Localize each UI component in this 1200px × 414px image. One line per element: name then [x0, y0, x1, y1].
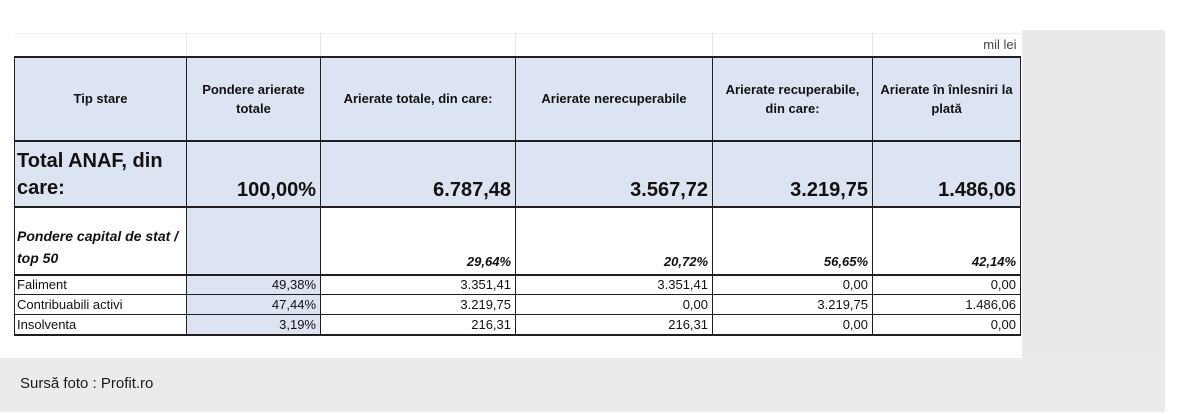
column-header: Arierate recuperabile, din care: — [713, 57, 873, 141]
table-cell: 3.351,41 — [516, 275, 713, 295]
table-cell: 47,44% — [187, 295, 321, 315]
table-cell — [187, 207, 321, 275]
table-cell: 56,65% — [713, 207, 873, 275]
column-header: Pondere arierate totale — [187, 57, 321, 141]
table-cell: 0,00 — [873, 315, 1021, 335]
table-cell: 100,00% — [187, 141, 321, 207]
table-cell: 3.567,72 — [516, 141, 713, 207]
table-cell: 29,64% — [321, 207, 516, 275]
table-row — [15, 295, 1021, 315]
table-cell: 3.219,75 — [321, 295, 516, 315]
table-cell: 3.351,41 — [321, 275, 516, 295]
table-header-row — [15, 57, 1021, 141]
table-cell: 1.486,06 — [873, 141, 1021, 207]
row-label: Contribuabili activi — [15, 295, 187, 315]
table-cell: 0,00 — [873, 275, 1021, 295]
table-row — [15, 275, 1021, 295]
table-cell: 42,14% — [873, 207, 1021, 275]
table-cell: 3,19% — [187, 315, 321, 335]
unit-label: mil lei — [873, 34, 1021, 57]
table-cell: 0,00 — [713, 275, 873, 295]
row-label: Faliment — [15, 275, 187, 295]
table-cell: 3.219,75 — [713, 295, 873, 315]
table-cell: 20,72% — [516, 207, 713, 275]
table-cell: 3.219,75 — [713, 141, 873, 207]
table-cell: 0,00 — [713, 315, 873, 335]
table-cell: 6.787,48 — [321, 141, 516, 207]
unit-row — [15, 34, 1021, 57]
caption-bar — [0, 358, 1165, 412]
table-cell: 0,00 — [516, 295, 713, 315]
table-cell: 49,38% — [187, 275, 321, 295]
column-header: Tip stare — [15, 57, 187, 141]
column-header: Arierate nerecuperabile — [516, 57, 713, 141]
arrears-table — [14, 33, 1021, 336]
column-header: Arierate totale, din care: — [321, 57, 516, 141]
table-cell: 216,31 — [321, 315, 516, 335]
table-cell: 216,31 — [516, 315, 713, 335]
row-label: Insolventa — [15, 315, 187, 335]
table-row — [15, 315, 1021, 335]
total-row — [15, 141, 1021, 207]
photo-credit: Sursă foto : Profit.ro — [20, 375, 154, 392]
row-label: Pondere capital de stat / top 50 — [15, 207, 187, 275]
column-header: Arierate în înlesniri la plată — [873, 57, 1021, 141]
row-label: Total ANAF, din care: — [15, 141, 187, 207]
share-row — [15, 207, 1021, 275]
figure-background — [1022, 30, 1165, 358]
table-cell: 1.486,06 — [873, 295, 1021, 315]
